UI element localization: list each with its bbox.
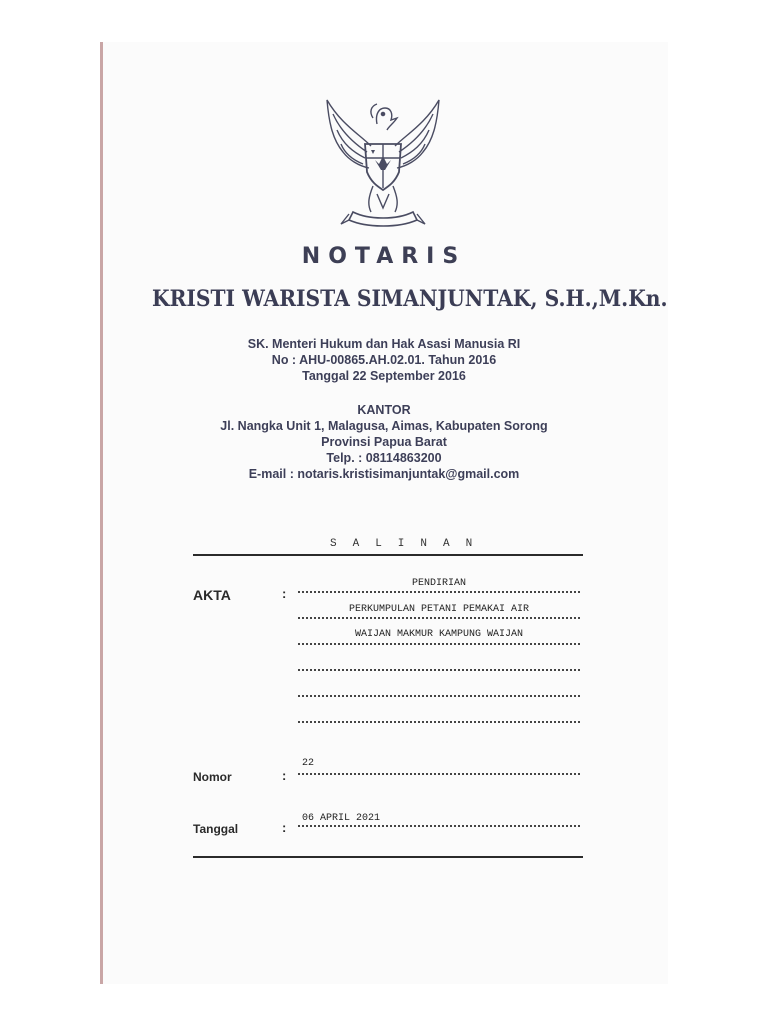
office-email: E-mail : notaris.kristisimanjuntak@gmail.com: [248, 467, 520, 481]
nomor-value: 22: [302, 758, 315, 769]
akta-line-2: PERKUMPULAN PETANI PEMAKAI AIR: [348, 604, 530, 615]
garuda-pancasila-emblem-icon: [319, 94, 447, 234]
bottom-divider: [193, 856, 583, 858]
dotted-line: [298, 773, 580, 775]
office-block: [0, 402, 768, 482]
akta-line-1: PENDIRIAN: [411, 578, 466, 589]
decree-number: No : AHU-00865.AH.02.01. Tahun 2016: [271, 353, 497, 367]
dotted-line: [298, 643, 580, 645]
tanggal-label: Tanggal: [193, 822, 239, 836]
dotted-line: [298, 721, 580, 723]
dotted-line: [298, 617, 580, 619]
office-phone: Telp. : 08114863200: [326, 451, 442, 465]
dotted-line: [298, 669, 580, 671]
nomor-colon: :: [282, 768, 287, 783]
document-title: NOTARIS: [301, 244, 467, 269]
akta-line-3: WAIJAN MAKMUR KAMPUNG WAIJAN: [354, 629, 524, 640]
decree-line: SK. Menteri Hukum dan Hak Asasi Manusia RI: [247, 337, 521, 351]
top-divider: [193, 554, 583, 556]
tanggal-value: 06 APRIL 2021: [302, 813, 381, 824]
notary-name: KRISTI WARISTA SIMANJUNTAK, S.H.,M.Kn.: [152, 286, 668, 312]
akta-colon: :: [282, 586, 287, 601]
dotted-line: [298, 591, 580, 593]
decree-block: [0, 336, 768, 384]
office-province: Provinsi Papua Barat: [321, 435, 447, 449]
copy-label: SALINAN: [330, 538, 489, 550]
office-heading: KANTOR: [357, 403, 411, 417]
office-address: Jl. Nangka Unit 1, Malagusa, Aimas, Kabupaten Sorong: [220, 419, 548, 433]
dotted-line: [298, 695, 580, 697]
nomor-label: Nomor: [193, 770, 232, 784]
decree-date: Tanggal 22 September 2016: [302, 369, 466, 383]
dotted-line: [298, 825, 580, 827]
tanggal-colon: :: [282, 820, 287, 835]
akta-label: AKTA: [193, 587, 231, 603]
